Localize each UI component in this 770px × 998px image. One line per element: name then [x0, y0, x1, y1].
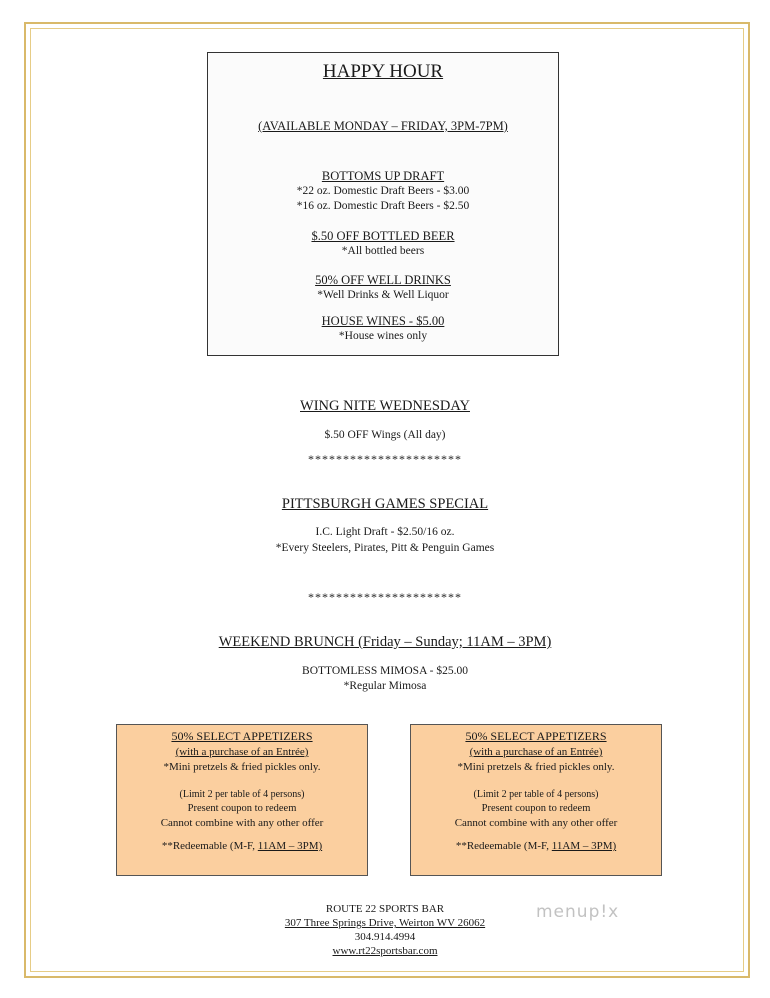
well-drinks-heading: 50% OFF WELL DRINKS — [315, 273, 451, 287]
coupon-present: Present coupon to redeem — [481, 803, 591, 814]
bottoms-up-heading: BOTTOMS UP DRAFT — [321, 169, 445, 183]
wing-nite-title: WING NITE WEDNESDAY — [300, 398, 470, 414]
coupon-redeem — [411, 839, 661, 854]
bottled-beer-note: *All bottled beers — [341, 245, 425, 257]
coupon-subtitle: (with a purchase of an Entrée) — [175, 746, 309, 758]
bottled-beer-heading: $.50 OFF BOTTLED BEER — [311, 229, 455, 243]
coupon-combine: Cannot combine with any other offer — [160, 817, 324, 829]
bottoms-up-line-1: *22 oz. Domestic Draft Beers - $3.00 — [296, 185, 470, 197]
pittsburgh-title: PITTSBURGH GAMES SPECIAL — [281, 496, 489, 512]
brunch-line-2: *Regular Mimosa — [343, 680, 427, 692]
coupon-title: 50% SELECT APPETIZERS — [171, 729, 313, 743]
happy-hour-availability: (AVAILABLE MONDAY – FRIDAY, 3PM-7PM) — [258, 119, 508, 133]
bottled-beer-section — [208, 229, 558, 259]
house-wines-section — [208, 314, 558, 344]
appetizer-coupon[interactable] — [410, 724, 662, 876]
pittsburgh-line-2: *Every Steelers, Pirates, Pitt & Penguin Games — [275, 542, 495, 554]
coupon-items: *Mini pretzels & fried pickles only. — [163, 761, 321, 773]
happy-hour-box — [207, 52, 559, 356]
coupon-limit: (Limit 2 per table of 4 persons) — [473, 789, 599, 800]
coupon-redeem-prefix: **Redeemable (M-F, — [161, 840, 258, 852]
brunch-line-1: BOTTOMLESS MIMOSA - $25.00 — [302, 665, 468, 677]
wing-nite-line: $.50 OFF Wings (All day) — [324, 429, 446, 441]
house-wines-note: *House wines only — [338, 330, 428, 342]
coupon-items: *Mini pretzels & fried pickles only. — [457, 761, 615, 773]
bottoms-up-section — [208, 169, 558, 214]
coupon-limit: (Limit 2 per table of 4 persons) — [179, 789, 305, 800]
coupon-present: Present coupon to redeem — [187, 803, 297, 814]
coupon-combine: Cannot combine with any other offer — [454, 817, 618, 829]
footer-name: ROUTE 22 SPORTS BAR — [325, 903, 445, 915]
footer-website[interactable]: www.rt22sportsbar.com — [332, 945, 438, 957]
coupon-title: 50% SELECT APPETIZERS — [465, 729, 607, 743]
appetizer-coupon[interactable] — [116, 724, 368, 876]
coupon-redeem-time: 11AM – 3PM) — [551, 840, 617, 852]
separator-2: ********************** — [308, 590, 462, 604]
well-drinks-section — [208, 273, 558, 303]
coupon-redeem-time: 11AM – 3PM) — [257, 840, 323, 852]
house-wines-heading: HOUSE WINES - $5.00 — [321, 314, 445, 328]
footer-address: 307 Three Springs Drive, Weirton WV 26062 — [284, 917, 486, 929]
watermark: menup!x — [536, 902, 620, 922]
well-drinks-note: *Well Drinks & Well Liquor — [317, 289, 449, 301]
pittsburgh-line-1: I.C. Light Draft - $2.50/16 oz. — [315, 526, 455, 538]
brunch-title: WEEKEND BRUNCH (Friday – Sunday; 11AM – 3PM) — [218, 634, 552, 650]
happy-hour-title: HAPPY HOUR — [322, 61, 444, 82]
coupon-subtitle: (with a purchase of an Entrée) — [469, 746, 603, 758]
coupon-redeem-prefix: **Redeemable (M-F, — [455, 840, 552, 852]
separator-1: ********************** — [308, 452, 462, 466]
coupon-redeem — [117, 839, 367, 854]
bottoms-up-line-2: *16 oz. Domestic Draft Beers - $2.50 — [296, 200, 470, 212]
footer-phone: 304.914.4994 — [354, 931, 416, 943]
